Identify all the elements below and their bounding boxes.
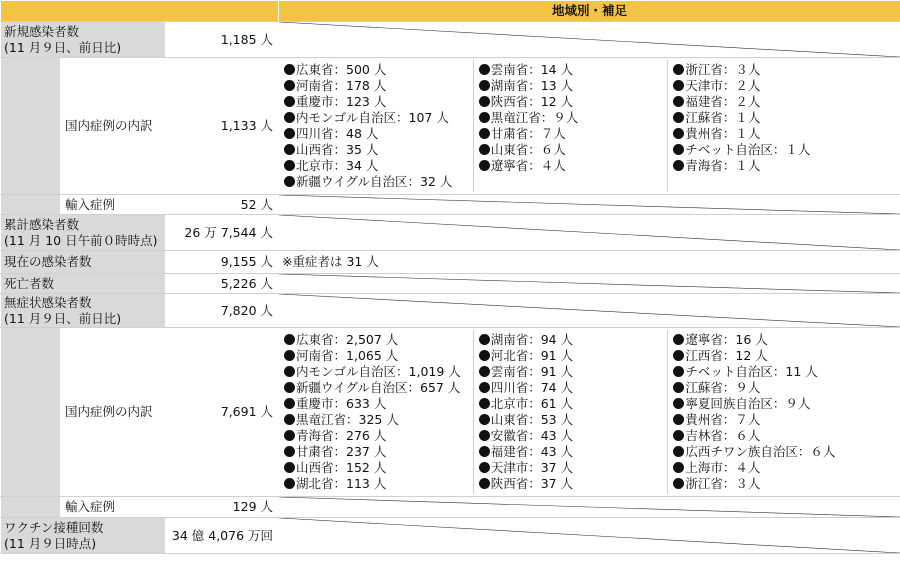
region-text: 内モンゴル自治区：107 人 bbox=[296, 110, 449, 125]
region-text: 貴州省：１人 bbox=[685, 126, 761, 141]
region-item bbox=[284, 364, 468, 380]
region-item bbox=[479, 460, 663, 476]
region-text: 黒竜江省：325 人 bbox=[296, 412, 399, 427]
region-text: 青海省：276 人 bbox=[296, 428, 387, 443]
region-item bbox=[673, 62, 895, 78]
region-item bbox=[284, 174, 468, 190]
bullet-icon bbox=[479, 366, 490, 377]
region-item bbox=[479, 476, 663, 492]
value-cumulative: 26 万 7,544 人 bbox=[166, 215, 279, 251]
label-cumulative bbox=[1, 215, 166, 251]
header-row bbox=[1, 1, 900, 22]
header-title: 地域別・補足 bbox=[279, 1, 900, 22]
label-vaccine bbox=[1, 518, 166, 554]
regions-domestic-2 bbox=[279, 328, 900, 497]
bullet-icon bbox=[479, 64, 490, 75]
label-line-1: 累計感染者数 bbox=[4, 216, 80, 232]
region-text: 重慶市：633 人 bbox=[296, 396, 387, 411]
region-item bbox=[673, 332, 895, 348]
region-item bbox=[479, 396, 663, 412]
value-new-cases: 1,185 人 bbox=[166, 22, 279, 58]
value-domestic-1: 1,133 人 bbox=[166, 58, 279, 195]
region-text: 河北省：91 人 bbox=[490, 348, 574, 363]
value-asymptomatic: 7,820 人 bbox=[166, 294, 279, 328]
bullet-icon bbox=[284, 176, 295, 187]
indent-cell bbox=[1, 195, 61, 215]
value-current: 9,155 人 bbox=[166, 251, 279, 274]
bullet-icon bbox=[284, 64, 295, 75]
label-deaths: 死亡者数 bbox=[1, 274, 166, 294]
region-text: 青海省：１人 bbox=[685, 158, 761, 173]
bullet-icon bbox=[673, 430, 684, 441]
region-text: 甘粛省：７人 bbox=[490, 126, 566, 141]
region-item bbox=[673, 110, 895, 126]
region-text: 江西省：12 人 bbox=[685, 348, 768, 363]
bullet-icon bbox=[479, 144, 490, 155]
region-text: 新疆ウイグル自治区：32 人 bbox=[296, 174, 453, 189]
bullet-icon bbox=[673, 160, 684, 171]
empty-cell bbox=[279, 518, 900, 554]
region-text: 河南省：1,065 人 bbox=[296, 348, 399, 363]
region-text: 寧夏回族自治区：９人 bbox=[685, 396, 811, 411]
region-text: 福建省：43 人 bbox=[490, 444, 574, 459]
label-line-1: 無症状感染者数 bbox=[4, 294, 92, 310]
bullet-icon bbox=[673, 366, 684, 377]
bullet-icon bbox=[284, 478, 295, 489]
region-item bbox=[479, 62, 663, 78]
bullet-icon bbox=[479, 334, 490, 345]
region-item bbox=[284, 142, 468, 158]
empty-cell bbox=[279, 274, 900, 294]
note-severe: ※重症者は 31 人 bbox=[279, 251, 900, 274]
region-columns bbox=[279, 330, 900, 494]
region-column bbox=[279, 330, 474, 494]
region-item bbox=[284, 158, 468, 174]
bullet-icon bbox=[284, 446, 295, 457]
bullet-icon bbox=[284, 414, 295, 425]
region-text: 北京市：61 人 bbox=[490, 396, 574, 411]
region-text: 江蘇省：９人 bbox=[685, 380, 761, 395]
bullet-icon bbox=[479, 160, 490, 171]
bullet-icon bbox=[284, 350, 295, 361]
region-text: 安徽省：43 人 bbox=[490, 428, 574, 443]
region-item bbox=[673, 158, 895, 174]
bullet-icon bbox=[673, 64, 684, 75]
bullet-icon bbox=[479, 96, 490, 107]
row-imported-1 bbox=[1, 195, 900, 215]
bullet-icon bbox=[479, 80, 490, 91]
region-item bbox=[479, 332, 663, 348]
label-current: 現在の感染者数 bbox=[1, 251, 166, 274]
row-domestic-1 bbox=[1, 58, 900, 195]
label-asymptomatic bbox=[1, 294, 166, 328]
region-column bbox=[668, 330, 900, 494]
region-text: 山東省：53 人 bbox=[490, 412, 574, 427]
region-column bbox=[474, 60, 669, 192]
region-text: 遼寧省：４人 bbox=[490, 158, 566, 173]
region-text: 雲南省：91 人 bbox=[490, 364, 574, 379]
bullet-icon bbox=[284, 96, 295, 107]
region-item bbox=[479, 412, 663, 428]
region-item bbox=[673, 396, 895, 412]
region-text: 江蘇省：１人 bbox=[685, 110, 761, 125]
region-item bbox=[479, 428, 663, 444]
region-item bbox=[479, 94, 663, 110]
region-columns bbox=[279, 60, 900, 192]
region-text: チベット自治区：１人 bbox=[685, 142, 811, 157]
bullet-icon bbox=[284, 80, 295, 91]
region-text: 広西チワン族自治区：６人 bbox=[685, 444, 836, 459]
region-text: 天津市：37 人 bbox=[490, 460, 574, 475]
region-item bbox=[673, 428, 895, 444]
region-text: 天津市：２人 bbox=[685, 78, 761, 93]
bullet-icon bbox=[284, 430, 295, 441]
region-item bbox=[673, 460, 895, 476]
value-domestic-2: 7,691 人 bbox=[166, 328, 279, 497]
region-text: 山西省：152 人 bbox=[296, 460, 387, 475]
region-column bbox=[668, 60, 900, 192]
bullet-icon bbox=[673, 462, 684, 473]
region-text: 北京市：34 人 bbox=[296, 158, 379, 173]
region-item bbox=[479, 380, 663, 396]
bullet-icon bbox=[673, 382, 684, 393]
label-line-2: (11 月 10 日午前０時時点) bbox=[4, 232, 158, 248]
region-item bbox=[673, 348, 895, 364]
region-item bbox=[479, 78, 663, 94]
region-text: 湖南省：13 人 bbox=[490, 78, 574, 93]
region-text: 新疆ウイグル自治区：657 人 bbox=[296, 380, 461, 395]
empty-cell bbox=[279, 22, 900, 58]
region-item bbox=[673, 126, 895, 142]
empty-cell bbox=[279, 497, 900, 518]
region-item bbox=[284, 94, 468, 110]
bullet-icon bbox=[479, 350, 490, 361]
bullet-icon bbox=[673, 398, 684, 409]
region-text: 浙江省：３人 bbox=[685, 476, 761, 491]
bullet-icon bbox=[479, 430, 490, 441]
indent-cell bbox=[1, 497, 61, 518]
region-item bbox=[479, 110, 663, 126]
bullet-icon bbox=[673, 80, 684, 91]
region-text: 湖北省：113 人 bbox=[296, 476, 387, 491]
region-text: 雲南省：14 人 bbox=[490, 62, 574, 77]
region-text: 陝西省：37 人 bbox=[490, 476, 574, 491]
region-text: 広東省：2,507 人 bbox=[296, 332, 399, 347]
region-item bbox=[284, 380, 468, 396]
bullet-icon bbox=[284, 128, 295, 139]
region-item bbox=[673, 380, 895, 396]
bullet-icon bbox=[673, 414, 684, 425]
label-domestic-2: 国内症例の内訳 bbox=[61, 328, 166, 497]
label-line-2: (11 月９日、前日比) bbox=[4, 310, 122, 326]
region-text: 湖南省：94 人 bbox=[490, 332, 574, 347]
region-item bbox=[479, 444, 663, 460]
region-text: 四川省：74 人 bbox=[490, 380, 574, 395]
label-imported-2: 輸入症例 bbox=[61, 497, 166, 518]
region-column bbox=[474, 330, 669, 494]
region-item bbox=[284, 460, 468, 476]
region-item bbox=[673, 444, 895, 460]
bullet-icon bbox=[284, 366, 295, 377]
region-item bbox=[479, 126, 663, 142]
value-imported-2: 129 人 bbox=[166, 497, 279, 518]
bullet-icon bbox=[673, 446, 684, 457]
bullet-icon bbox=[673, 350, 684, 361]
indent-cell bbox=[1, 328, 61, 497]
region-text: 福建省：２人 bbox=[685, 94, 761, 109]
row-vaccine bbox=[1, 518, 900, 554]
region-item bbox=[284, 62, 468, 78]
row-asymptomatic bbox=[1, 294, 900, 328]
row-current bbox=[1, 251, 900, 274]
region-item bbox=[284, 428, 468, 444]
bullet-icon bbox=[284, 462, 295, 473]
bullet-icon bbox=[479, 478, 490, 489]
regions-domestic-1 bbox=[279, 58, 900, 195]
bullet-icon bbox=[284, 160, 295, 171]
bullet-icon bbox=[479, 398, 490, 409]
region-text: 浙江省：３人 bbox=[685, 62, 761, 77]
region-item bbox=[284, 348, 468, 364]
region-text: チベット自治区：11 人 bbox=[685, 364, 818, 379]
empty-cell bbox=[279, 294, 900, 328]
region-item bbox=[284, 332, 468, 348]
region-text: 内モンゴル自治区：1,019 人 bbox=[296, 364, 461, 379]
row-new-cases bbox=[1, 22, 900, 58]
label-domestic-1: 国内症例の内訳 bbox=[61, 58, 166, 195]
region-text: 貴州省：７人 bbox=[685, 412, 761, 427]
label-line-1: 新規感染者数 bbox=[4, 23, 80, 39]
bullet-icon bbox=[479, 128, 490, 139]
bullet-icon bbox=[673, 128, 684, 139]
region-item bbox=[284, 444, 468, 460]
region-text: 四川省：48 人 bbox=[296, 126, 379, 141]
bullet-icon bbox=[673, 144, 684, 155]
bullet-icon bbox=[284, 144, 295, 155]
empty-cell bbox=[279, 195, 900, 215]
bullet-icon bbox=[479, 414, 490, 425]
region-text: 黒竜江省：９人 bbox=[490, 110, 579, 125]
region-text: 山東省：６人 bbox=[490, 142, 566, 157]
region-item bbox=[479, 348, 663, 364]
region-text: 陝西省：12 人 bbox=[490, 94, 574, 109]
region-item bbox=[673, 78, 895, 94]
region-text: 河南省：178 人 bbox=[296, 78, 387, 93]
region-text: 広東省：500 人 bbox=[296, 62, 387, 77]
region-item bbox=[479, 142, 663, 158]
label-line-1: ワクチン接種回数 bbox=[4, 519, 104, 535]
row-cumulative bbox=[1, 215, 900, 251]
bullet-icon bbox=[673, 478, 684, 489]
bullet-icon bbox=[673, 334, 684, 345]
region-item bbox=[284, 126, 468, 142]
region-text: 遼寧省：16 人 bbox=[685, 332, 768, 347]
bullet-icon bbox=[284, 398, 295, 409]
value-imported-1: 52 人 bbox=[166, 195, 279, 215]
indent-cell bbox=[1, 58, 61, 195]
region-item bbox=[479, 158, 663, 174]
label-imported-1: 輸入症例 bbox=[61, 195, 166, 215]
region-item bbox=[284, 110, 468, 126]
region-text: 山西省：35 人 bbox=[296, 142, 379, 157]
value-vaccine: 34 億 4,076 万回 bbox=[166, 518, 279, 554]
region-item bbox=[284, 396, 468, 412]
region-item bbox=[284, 412, 468, 428]
row-deaths bbox=[1, 274, 900, 294]
region-text: 上海市：４人 bbox=[685, 460, 761, 475]
label-line-2: (11 月９日、前日比) bbox=[4, 39, 122, 55]
value-deaths: 5,226 人 bbox=[166, 274, 279, 294]
bullet-icon bbox=[479, 446, 490, 457]
region-item bbox=[673, 94, 895, 110]
region-item bbox=[673, 476, 895, 492]
region-text: 重慶市：123 人 bbox=[296, 94, 387, 109]
bullet-icon bbox=[284, 112, 295, 123]
bullet-icon bbox=[284, 334, 295, 345]
header-blank bbox=[1, 1, 279, 22]
region-column bbox=[279, 60, 474, 192]
region-text: 甘粛省：237 人 bbox=[296, 444, 387, 459]
empty-cell bbox=[279, 215, 900, 251]
bullet-icon bbox=[673, 112, 684, 123]
region-item bbox=[673, 142, 895, 158]
label-line-2: (11 月９日時点) bbox=[4, 535, 97, 551]
region-item bbox=[479, 364, 663, 380]
label-new-cases bbox=[1, 22, 166, 58]
bullet-icon bbox=[479, 382, 490, 393]
region-item bbox=[673, 364, 895, 380]
region-item bbox=[284, 476, 468, 492]
row-domestic-2 bbox=[1, 328, 900, 497]
region-item bbox=[673, 412, 895, 428]
bullet-icon bbox=[673, 96, 684, 107]
region-item bbox=[284, 78, 468, 94]
bullet-icon bbox=[284, 382, 295, 393]
bullet-icon bbox=[479, 112, 490, 123]
row-imported-2 bbox=[1, 497, 900, 518]
bullet-icon bbox=[479, 462, 490, 473]
region-text: 吉林省：６人 bbox=[685, 428, 761, 443]
